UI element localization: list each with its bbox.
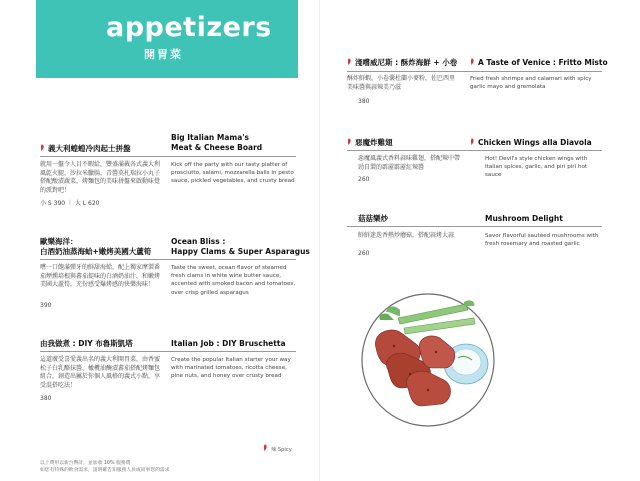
menu-item-en-title (171, 339, 301, 349)
item-zh-title: 淺嚐威尼斯 : 酥炸海鮮 + 小卷 (355, 58, 458, 67)
item-price: 380 (358, 98, 370, 105)
item-zh-desc: 惡魔風義式香料蒜味雞翅，搭配辣中帶勁自製的霹靂霹靂紅辣醬 (358, 155, 461, 171)
item-en-desc: Savor flavorful sautéed mushrooms with fresh rosemary and roasted garlic (485, 233, 599, 248)
item-zh-desc: 就用一盤令人目不暇給，豐盛滿載各式義大利風乾火腿，沙拉米臘腸，青醬莫札瑞拉小丸子搭配酸漬蔬菜，烤麵包的美味拼盤來啟動味覺的派對吧！ (40, 161, 161, 194)
item-zh-desc: 嚐一口飽滿彈牙的鮮甜海蛤，配上獨家摩製番茄煙燻培根與蕃茄提味的白酒奶油汁，和嫩烤美國大蘆筍，充份感受爆烤感的快樂海味！ (40, 264, 161, 288)
item-price: 390 (40, 302, 52, 309)
divider (347, 150, 602, 151)
chili-icon (347, 138, 352, 146)
item-zh-title: 惡魔炸雞翅 (355, 138, 393, 147)
footnote (40, 461, 170, 474)
menu-right-page (320, 0, 640, 481)
chicken-wings-illustration (358, 290, 498, 430)
divider (347, 226, 602, 227)
menu-item-zh-title (40, 144, 165, 154)
spicy-legend (263, 444, 292, 453)
item-en-title-1: Ocean Bliss : (171, 237, 226, 246)
chili-icon (470, 58, 475, 66)
menu-item-zh-title (358, 214, 468, 224)
banner-title: appetizers (106, 12, 272, 43)
item-price: 小 S 390 ｜ 大 L 620 (40, 200, 100, 207)
menu-item-en-title (470, 138, 605, 148)
menu-item-zh-title (347, 58, 477, 68)
menu-item-zh-title (347, 138, 477, 148)
item-en-title-2: Meat & Cheese Board (171, 143, 263, 152)
chili-icon (347, 58, 352, 66)
legend-label: 辣 Spicy (271, 447, 292, 453)
banner-subtitle: 開胃菜 (144, 48, 183, 61)
item-en-desc: Taste the sweet, ocean flavor of steamed fresh clams in white wine butter sauce, accented with smoked bacon and tomatoes, over crisp grilled asparagus (171, 265, 296, 296)
item-price: 380 (40, 395, 52, 402)
item-en-desc: Create the popular Italian starter your way with marinated tomatoes, ricotta cheese, pine nuts, and honey over crusty bread (171, 357, 291, 380)
divider (347, 71, 602, 72)
divider (40, 351, 296, 352)
item-en-desc: Hot! Devil's style chicken wings with Italian spices, garlic, and piri piri hot sauce (485, 156, 588, 179)
item-zh-title: 菇菇樂炒 (358, 214, 388, 223)
item-en-title-1: A Taste of Venice : Fritto Misto (478, 58, 608, 67)
menu-item-en-title (171, 237, 310, 257)
item-zh-title: 由我做煮 : DIY 布魯斯凱塔 (40, 339, 133, 348)
item-en-title-1: Mushroom Delight (485, 214, 563, 223)
item-price: 260 (358, 176, 370, 183)
footnote-line-1: 以上費用以新台幣計，並加收 10% 服務費 (40, 461, 131, 466)
divider (40, 156, 296, 157)
item-zh-desc: 酥炸鮮蝦，小卷囊杜蘭小麥粉，佐巴西里美味醬與蒜辣美乃滋 (347, 75, 456, 91)
item-en-title-1: Italian Job : DIY Bruschetta (171, 339, 286, 348)
menu-item-en-title (485, 214, 603, 224)
menu-item-zh-title (40, 339, 170, 349)
appetizers-banner (36, 0, 298, 78)
item-en-desc: Kick off the party with our tasty platter of prosciutto, salami, mozzarella balls in pesto sauce, pickled vegetables, and crusty bread (171, 162, 295, 185)
menu-item-en-title (171, 133, 301, 153)
footnote-line-2: 如您有特殊的飲食需求，請明確告知服務人員或同事您的需求 (40, 467, 170, 473)
item-zh-title: 歐樂海洋： (40, 237, 78, 246)
item-zh-title-2: 白酒奶油蒸海蛤+嫩烤美國大蘆筍 (40, 247, 152, 256)
chili-icon (470, 138, 475, 146)
item-en-title-1: Big Italian Mama's (171, 133, 250, 142)
chili-icon (263, 444, 268, 452)
menu-item-zh-title (40, 237, 170, 257)
item-price: 260 (358, 250, 370, 257)
item-en-desc: Fried fresh shrimps and calamari with spicy garlic mayo and gremolata (470, 76, 592, 91)
chili-icon (40, 144, 45, 152)
item-zh-desc: 這道廣受喜愛義出名的義大利開胃菜，由香蜜松子白乳酪抹醬、橄欖油醃漬蕃茄搭配烤麵包組合，創造出屬於你個人風格的義式小點，享受混搭吃法！ (40, 356, 161, 389)
item-en-title-2: Happy Clams & Super Asparagus (171, 247, 310, 256)
item-zh-desc: 鮮鮮迷迭香熱炒蘑菇，搭配蒜烤大蒜 (358, 232, 455, 239)
item-en-title-1: Chicken Wings alla Diavola (478, 138, 592, 147)
item-zh-title: 義大利蝗蝗冷肉起士拼盤 (48, 144, 131, 153)
menu-item-en-title (470, 58, 608, 68)
divider (40, 259, 296, 260)
